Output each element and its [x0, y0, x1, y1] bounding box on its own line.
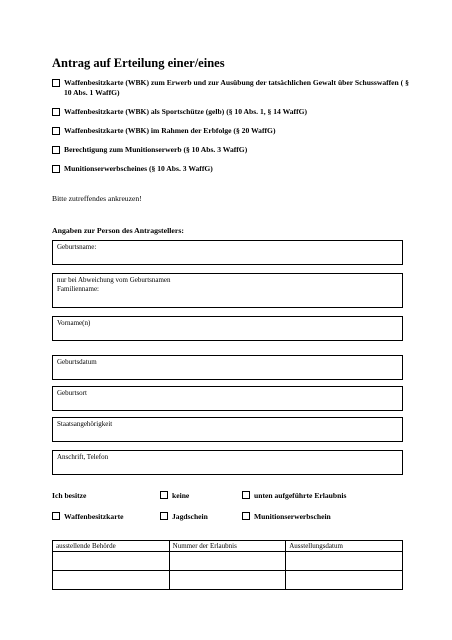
- vorname-field[interactable]: [52, 316, 403, 341]
- checkbox-munitionserwerbschein-besitz[interactable]: [242, 512, 250, 520]
- staatsangehoerigkeit-label: Staatsangehörigkeit: [57, 420, 113, 428]
- form-title: Antrag auf Erteilung einer/eines: [52, 56, 225, 70]
- cell-datum[interactable]: [286, 552, 403, 571]
- option-label: Berechtigung zum Munitionserwerb (§ 10 Abs. 3 WaffG): [64, 145, 248, 154]
- checkbox-munitionserwerb[interactable]: [52, 146, 60, 154]
- option-wbk-erwerb[interactable]: [52, 78, 412, 98]
- option-jagdschein[interactable]: [160, 512, 208, 521]
- option-unten-aufgefuehrt[interactable]: [242, 491, 346, 500]
- familienname-label: Familienname:: [57, 285, 99, 293]
- geburtsname-field[interactable]: [52, 240, 403, 265]
- erlaubnis-table: [52, 540, 403, 590]
- section-title: Angaben zur Person des Antragstellers:: [52, 226, 184, 235]
- option-wbk-erbfolge[interactable]: [52, 126, 412, 136]
- anschrift-label: Anschrift, Telefon: [57, 453, 109, 461]
- checkbox-wbk-sportschuetze[interactable]: [52, 108, 60, 116]
- anschrift-field[interactable]: [52, 450, 403, 475]
- vorname-label: Vorname(n): [57, 319, 91, 327]
- header-nummer: Nummer der Erlaubnis: [169, 541, 286, 552]
- option-label: Munitionserwerbscheines (§ 10 Abs. 3 WaffG): [64, 164, 213, 173]
- checkbox-jagdschein[interactable]: [160, 512, 168, 520]
- geburtsdatum-field[interactable]: [52, 355, 403, 380]
- option-keine-label: keine: [172, 491, 190, 500]
- option-keine[interactable]: [160, 491, 189, 500]
- geburtsort-field[interactable]: [52, 386, 403, 411]
- familienname-field[interactable]: [52, 273, 403, 308]
- table-header-row: [53, 541, 403, 552]
- option-waffenbesitzkarte[interactable]: [52, 512, 123, 521]
- familienname-hint: nur bei Abweichung vom Geburtsnamen: [57, 276, 171, 284]
- geburtsname-label: Geburtsname:: [57, 243, 97, 251]
- checkbox-waffenbesitzkarte[interactable]: [52, 512, 60, 520]
- geburtsort-label: Geburtsort: [57, 389, 87, 397]
- option-munition-label: Munitionserwerbschein: [254, 512, 331, 521]
- option-unten-label: unten aufgeführte Erlaubnis: [254, 491, 347, 500]
- staatsangehoerigkeit-field[interactable]: [52, 417, 403, 442]
- header-behoerde: ausstellende Behörde: [53, 541, 170, 552]
- cell-nummer[interactable]: [169, 571, 286, 590]
- cell-nummer[interactable]: [169, 552, 286, 571]
- checkbox-keine[interactable]: [160, 491, 168, 499]
- option-wbk-sportschuetze[interactable]: [52, 107, 412, 117]
- checkbox-unten-aufgefuehrt[interactable]: [242, 491, 250, 499]
- cell-behoerde[interactable]: [53, 552, 170, 571]
- besitz-label: Ich besitze: [52, 491, 87, 500]
- option-munitionserwerbschein[interactable]: [52, 164, 412, 174]
- option-label: Waffenbesitzkarte (WBK) als Sportschütze (gelb) (§ 10 Abs. 1, § 14 WaffG): [64, 107, 308, 116]
- header-datum: Ausstellungsdatum: [286, 541, 403, 552]
- checkbox-wbk-erwerb[interactable]: [52, 79, 60, 87]
- checkbox-munitionserwerbschein[interactable]: [52, 165, 60, 173]
- instruction-note: Bitte zutreffendes ankreuzen!: [52, 194, 142, 203]
- table-row: [53, 571, 403, 590]
- option-munitionserwerbschein-besitz[interactable]: [242, 512, 331, 521]
- option-munitionserwerb[interactable]: [52, 145, 412, 155]
- option-jagdschein-label: Jagdschein: [172, 512, 208, 521]
- checkbox-wbk-erbfolge[interactable]: [52, 127, 60, 135]
- cell-datum[interactable]: [286, 571, 403, 590]
- option-wbk-label: Waffenbesitzkarte: [64, 512, 124, 521]
- table-row: [53, 552, 403, 571]
- option-label: Waffenbesitzkarte (WBK) im Rahmen der Erbfolge (§ 20 WaffG): [64, 126, 276, 135]
- cell-behoerde[interactable]: [53, 571, 170, 590]
- option-label: Waffenbesitzkarte (WBK) zum Erwerb und zur Ausübung der tatsächlichen Gewalt über Schusswaffen ( § 10 Abs. 1 WaffG): [64, 78, 409, 97]
- geburtsdatum-label: Geburtsdatum: [57, 358, 97, 366]
